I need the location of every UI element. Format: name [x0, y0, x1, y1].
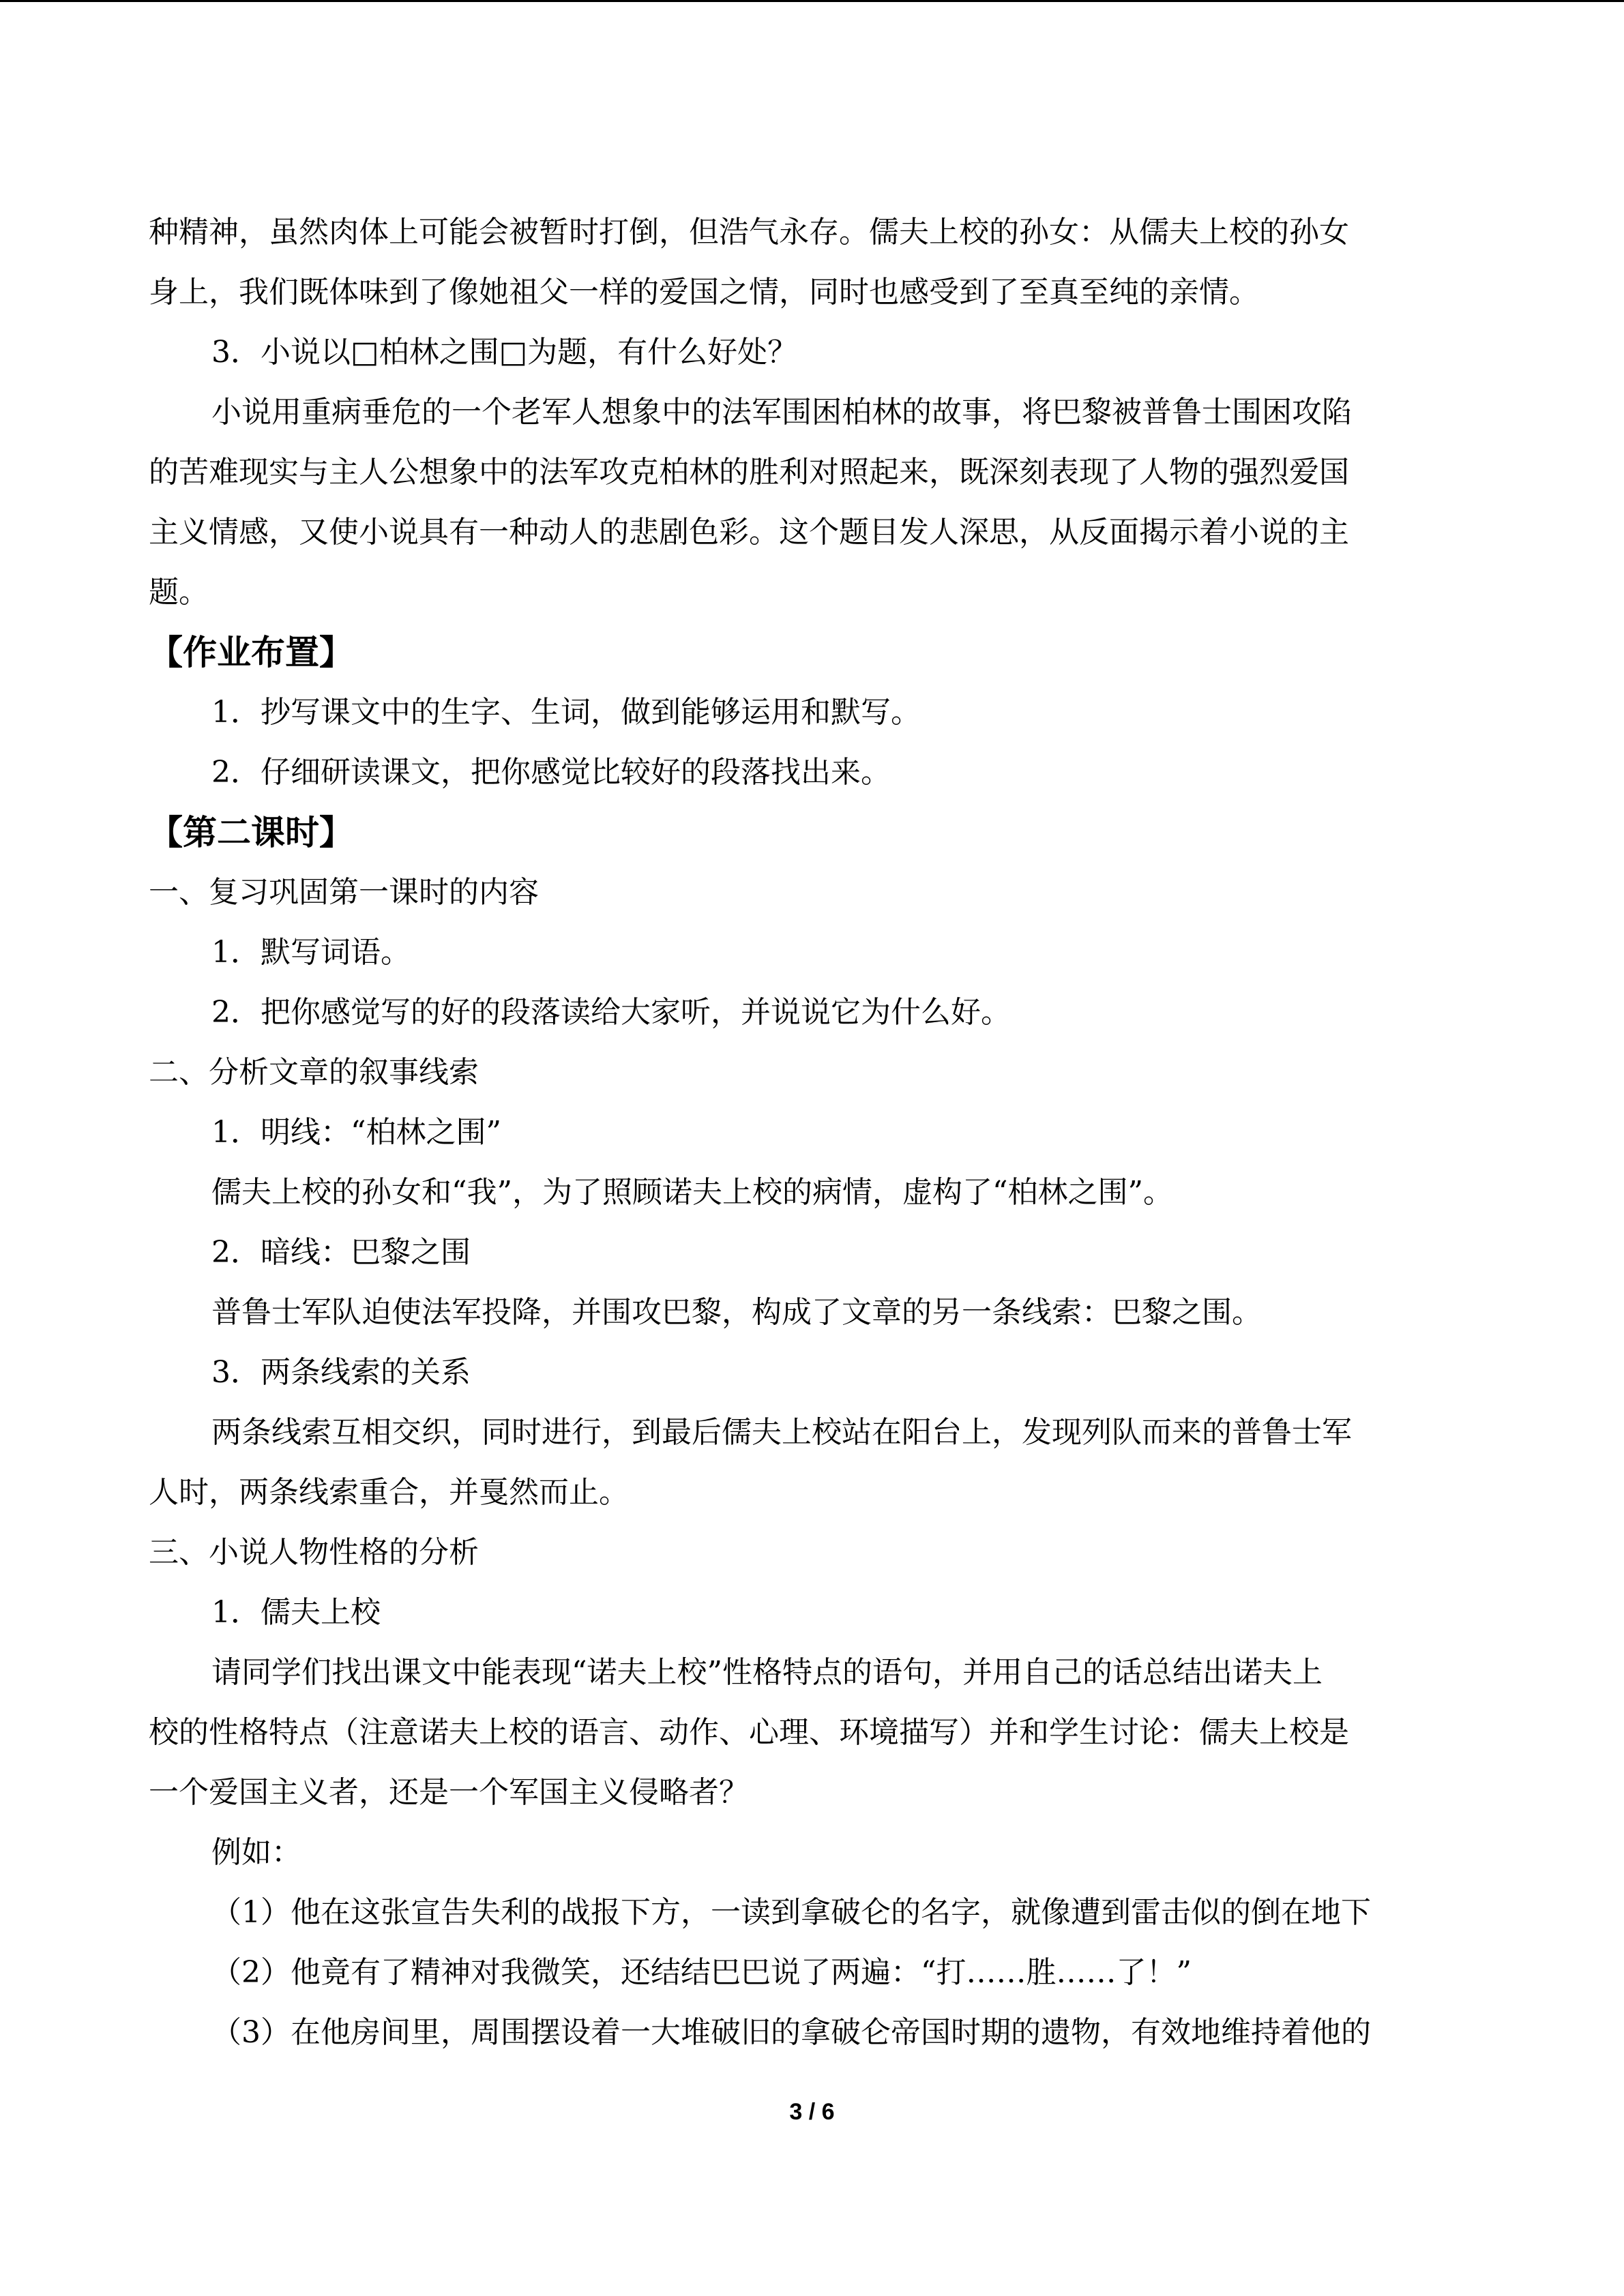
text-line: 儒夫上校的孙女和“我”，为了照顾诺夫上校的病情，虚构了“柏林之围”。 — [211, 1175, 1173, 1210]
section-heading: 【作业布置】 — [149, 633, 353, 672]
document-body — [149, 203, 1475, 2063]
text-line: 1．默写词语。 — [211, 935, 411, 970]
text-line: 1．抄写课文中的生字、生词，做到能够运用和默写。 — [211, 695, 921, 730]
text-line: 3．两条线索的关系 — [211, 1355, 471, 1390]
text-line: 1．明线：“柏林之围” — [211, 1115, 501, 1150]
text-line: （1）他在这张宣告失利的战报下方，一读到拿破仑的名字，就像遭到雷击似的倒在地下 — [211, 1895, 1371, 1930]
text-line: 身上，我们既体味到了像她祖父一样的爱国之情，同时也感受到了至真至纯的亲情。 — [149, 275, 1259, 310]
text-line: 人时，两条线索重合，并戛然而止。 — [149, 1475, 629, 1510]
text-line: 例如： — [211, 1835, 301, 1870]
text-line: 两条线索互相交织，同时进行，到最后儒夫上校站在阳台上，发现列队而来的普鲁士军 — [211, 1415, 1352, 1450]
top-border-line — [0, 0, 1624, 2]
text-line: 题。 — [149, 575, 209, 610]
text-line: 3．小说以□柏林之围□为题，有什么好处？ — [211, 335, 798, 370]
text-line: （2）他竟有了精神对我微笑，还结结巴巴说了两遍：“打……胜……了！” — [211, 1955, 1192, 1990]
page-number: 3 / 6 — [789, 2099, 835, 2125]
text-line: 校的性格特点（注意诺夫上校的语言、动作、心理、环境描写）并和学生讨论：儒夫上校是 — [149, 1715, 1349, 1750]
text-line: 2．暗线：巴黎之围 — [211, 1235, 471, 1270]
text-line: 主义情感，又使小说具有一种动人的悲剧色彩。这个题目发人深思，从反面揭示着小说的主 — [149, 515, 1349, 550]
text-line: 一个爱国主义者，还是一个军国主义侵略者？ — [149, 1775, 749, 1810]
text-line: 2．仔细研读课文，把你感觉比较好的段落找出来。 — [211, 755, 891, 790]
text-line: 种精神，虽然肉体上可能会被暂时打倒，但浩气永存。儒夫上校的孙女：从儒夫上校的孙女 — [149, 215, 1349, 250]
text-line: 小说用重病垂危的一个老军人想象中的法军围困柏林的故事，将巴黎被普鲁士围困攻陷 — [211, 395, 1352, 430]
section-heading: 【第二课时】 — [149, 813, 353, 852]
text-line: 二、分析文章的叙事线索 — [149, 1055, 479, 1090]
text-line: 1．儒夫上校 — [211, 1595, 381, 1630]
text-line: 一、复习巩固第一课时的内容 — [149, 875, 539, 910]
text-line: 请同学们找出课文中能表现“诺夫上校”性格特点的语句，并用自己的话总结出诺夫上 — [211, 1655, 1323, 1690]
text-line: （3）在他房间里，周围摆设着一大堆破旧的拿破仑帝国时期的遗物，有效地维持着他的 — [211, 2015, 1371, 2050]
text-line: 2．把你感觉写的好的段落读给大家听，并说说它为什么好。 — [211, 995, 1011, 1030]
text-line: 三、小说人物性格的分析 — [149, 1535, 479, 1570]
text-line: 普鲁士军队迫使法军投降，并围攻巴黎，构成了文章的另一条线索：巴黎之围。 — [211, 1295, 1262, 1330]
text-line: 的苦难现实与主人公想象中的法军攻克柏林的胜利对照起来，既深刻表现了人物的强烈爱国 — [149, 455, 1349, 490]
